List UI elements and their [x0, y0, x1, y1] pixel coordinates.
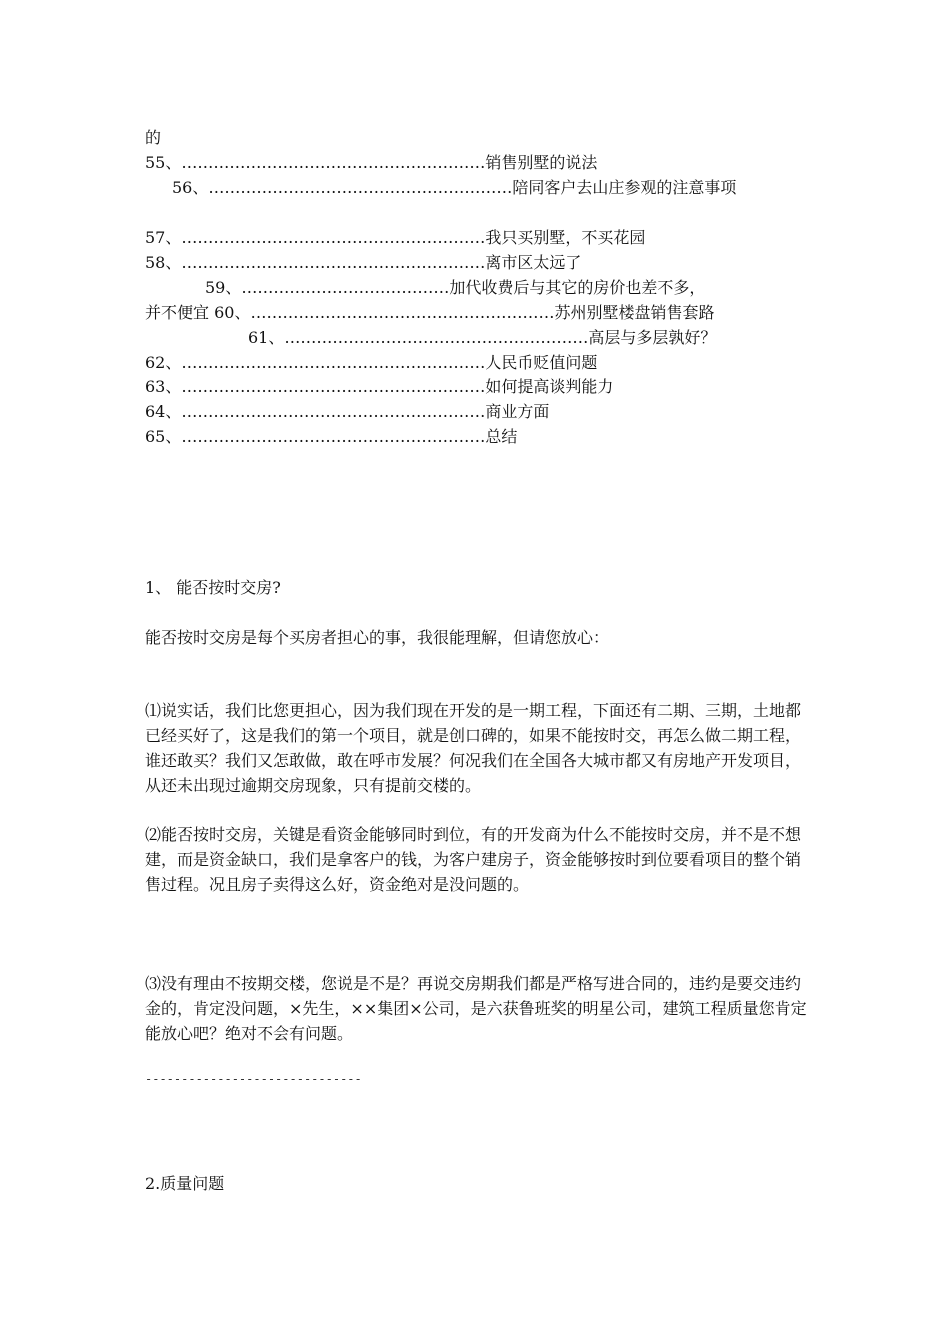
toc-line-65: 65、…………………………………………………总结 [145, 427, 518, 446]
toc-line-62: 62、…………………………………………………人民币贬值问题 [145, 353, 598, 372]
toc-line-64: 64、…………………………………………………商业方面 [145, 402, 550, 421]
section-2-heading: 2.质量问题 [145, 1174, 225, 1193]
paragraph-3-text: ⑶没有理由不按期交楼，您说是不是？再说交房期我们都是严格写进合同的，违约是要交违约金的，肯定没问题，×先生，××集团×公司，是六获鲁班奖的明星公司，建筑工程质量您肯定能放心吧？绝对不会有问题。 [145, 974, 807, 1043]
toc-line-55: 55、…………………………………………………销售别墅的说法 [145, 153, 598, 172]
toc-line-fragment: 的 [145, 128, 162, 147]
section-1-paragraph-2 [145, 822, 810, 897]
toc-line-56: 56、…………………………………………………陪同客户去山庄参观的注意事项 [172, 178, 737, 197]
toc-line-63: 63、…………………………………………………如何提高谈判能力 [145, 377, 614, 396]
divider-line: ------------------------------ [145, 1072, 362, 1086]
section-1-heading: 1、 能否按时交房? [145, 578, 281, 597]
toc-line-61: 61、…………………………………………………高层与多层孰好？ [248, 328, 717, 347]
toc-line-59: 59、…………………………………加代收费后与其它的房价也差不多， [205, 278, 706, 297]
section-1-intro: 能否按时交房是每个买房者担心的事，我很能理解，但请您放心： [145, 628, 610, 647]
toc-line-60: 并不便宜 60、…………………………………………………苏州别墅楼盘销售套路 [145, 303, 715, 322]
toc-line-57: 57、…………………………………………………我只买别墅，不买花园 [145, 228, 646, 247]
paragraph-1-text: ⑴说实话，我们比您更担心，因为我们现在开发的是一期工程，下面还有二期、三期，土地都已经买好了，这是我们的第一个项目，就是创口碑的，如果不能按时交，再怎么做二期工程，谁还敢买？我们又怎敢做，敢在呼市发展？何况我们在全国各大城市都又有房地产开发项目，从还未出现过逾期交房现象，只有提前交楼的。 [145, 701, 802, 795]
toc-line-58: 58、…………………………………………………离市区太远了 [145, 253, 582, 272]
section-1-paragraph-3 [145, 971, 810, 1046]
section-1-paragraph-1 [145, 698, 810, 798]
paragraph-2-text: ⑵能否按时交房，关键是看资金能够同时到位，有的开发商为什么不能按时交房，并不是不想建，而是资金缺口，我们是拿客户的钱，为客户建房子，资金能够按时到位要看项目的整个销售过程。况且房子卖得这么好，资金绝对是没问题的。 [145, 825, 802, 894]
